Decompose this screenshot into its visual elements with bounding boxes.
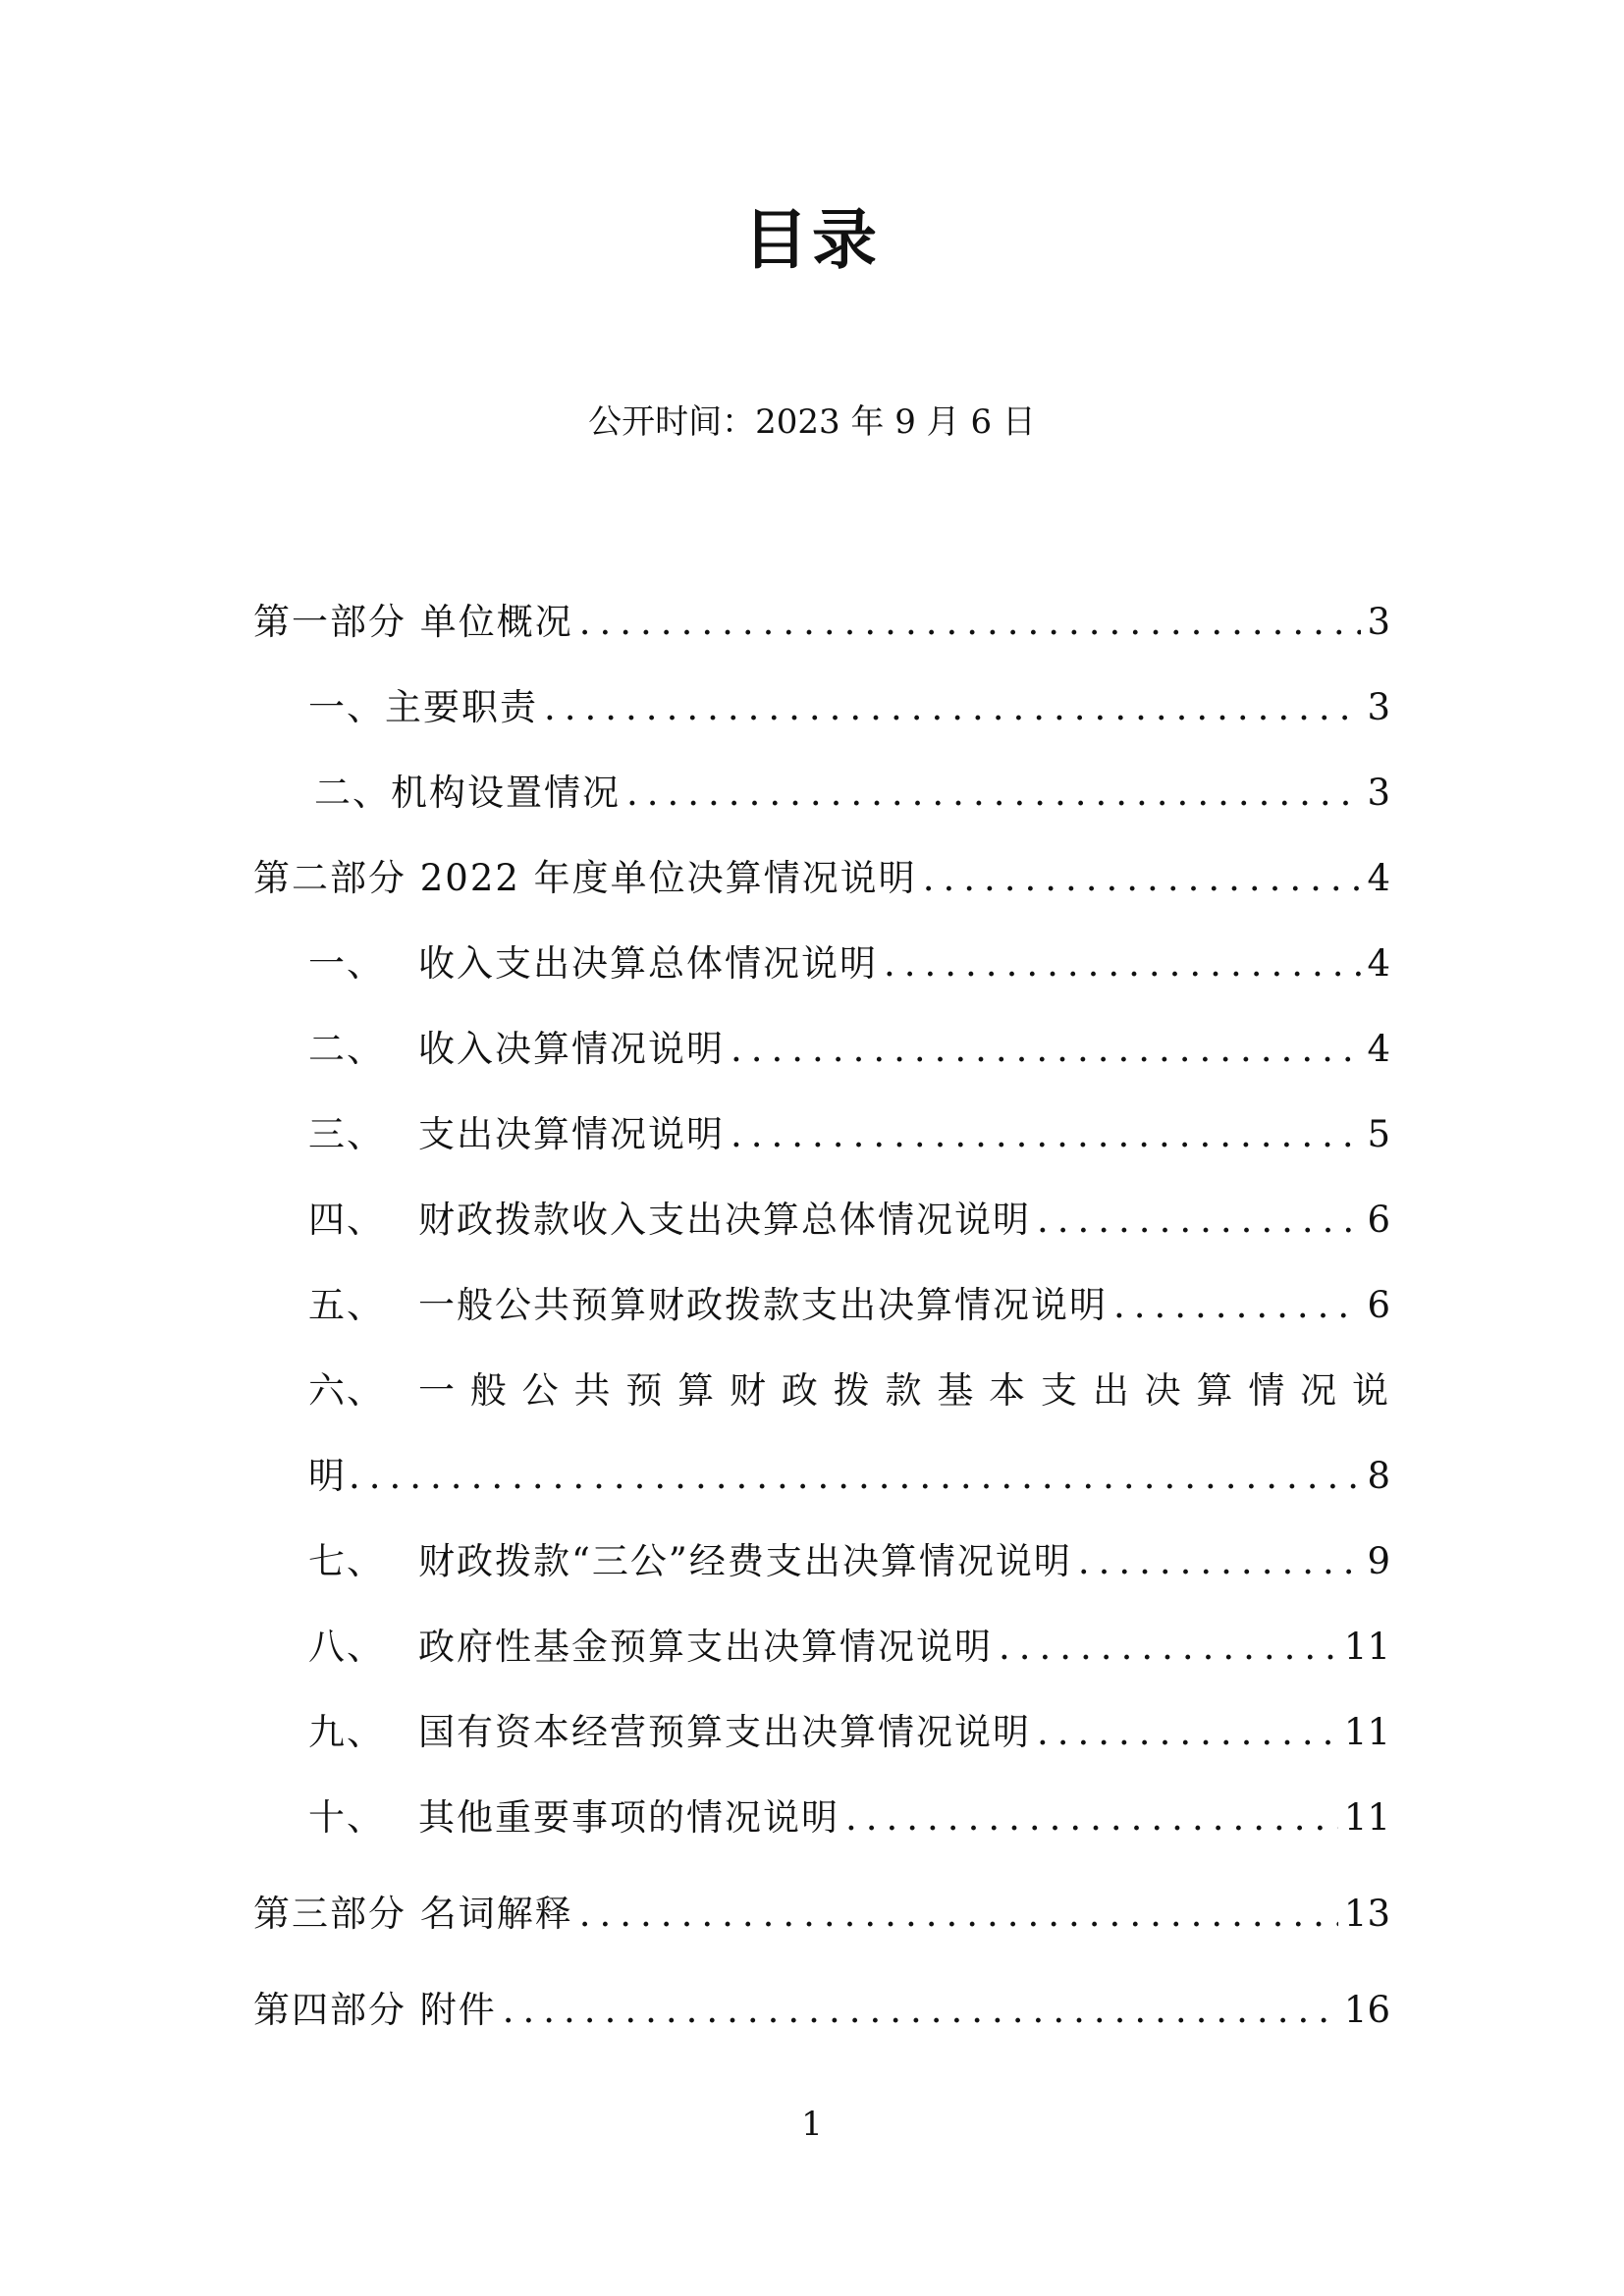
toc-entry-p2-s7[interactable] bbox=[308, 1538, 1390, 1585]
toc-entry-number: 七、 bbox=[308, 1540, 385, 1582]
toc-page-number: 11 bbox=[1343, 1796, 1390, 1839]
toc-entry-number: 六、 bbox=[308, 1369, 385, 1412]
toc-leader-dots bbox=[579, 599, 1362, 646]
toc-entry-p2-s2[interactable] bbox=[308, 1026, 1390, 1073]
toc-leader-dots bbox=[626, 770, 1361, 817]
toc-entry-label: 一般公共预算财政拨款支出决算情况说明 bbox=[418, 1284, 1108, 1326]
toc-entry-part1[interactable] bbox=[253, 599, 1390, 646]
toc-entry-part2[interactable] bbox=[253, 855, 1390, 902]
toc-leader-dots bbox=[1113, 1282, 1361, 1329]
toc-leader-dots bbox=[884, 940, 1361, 988]
toc-entry-label: 财政拨款“三公”经费支出决算情况说明 bbox=[418, 1540, 1072, 1582]
toc-page-number: 11 bbox=[1343, 1626, 1390, 1668]
toc-entry-label-continued: 明 bbox=[308, 1455, 345, 1497]
toc-leader-dots bbox=[845, 1794, 1338, 1842]
toc-page-number: 6 bbox=[1367, 1199, 1390, 1241]
toc-entry-part3[interactable] bbox=[253, 1891, 1390, 1938]
toc-entry-number: 九、 bbox=[308, 1711, 385, 1753]
toc-entry-part4[interactable] bbox=[253, 1987, 1390, 2034]
toc-leader-dots bbox=[349, 1453, 1361, 1500]
toc-entry-number: 二、 bbox=[308, 1028, 385, 1070]
toc-entry-p1-s2[interactable] bbox=[314, 770, 1390, 817]
publish-date: 公开时间：2023 年 9 月 6 日 bbox=[588, 402, 1036, 442]
toc-page-number: 13 bbox=[1343, 1893, 1390, 1935]
toc-leader-dots bbox=[923, 855, 1362, 902]
toc-entry-number: 三、 bbox=[308, 1113, 385, 1155]
toc-entry-p2-s10[interactable] bbox=[308, 1794, 1390, 1842]
toc-leader-dots bbox=[731, 1111, 1361, 1158]
toc-entry-number: 八、 bbox=[308, 1626, 385, 1668]
toc-entry-label: 国有资本经营预算支出决算情况说明 bbox=[418, 1711, 1031, 1753]
toc-page-number: 4 bbox=[1367, 942, 1390, 985]
toc-entry-p2-s6[interactable] bbox=[308, 1367, 1390, 1415]
toc-page-number: 3 bbox=[1367, 772, 1390, 814]
toc-page-number: 11 bbox=[1343, 1711, 1390, 1753]
toc-entry-p2-s4[interactable] bbox=[308, 1197, 1390, 1244]
table-of-contents bbox=[253, 0, 1390, 2296]
toc-leader-dots bbox=[1037, 1197, 1361, 1244]
toc-entry-label: 收入支出决算总体情况说明 bbox=[418, 942, 878, 985]
toc-leader-dots bbox=[999, 1624, 1338, 1671]
toc-entry-p2-s1[interactable] bbox=[308, 940, 1390, 988]
toc-leader-dots bbox=[503, 1987, 1338, 2034]
toc-page-number: 6 bbox=[1367, 1284, 1390, 1326]
toc-entry-p2-s3[interactable] bbox=[308, 1111, 1390, 1158]
toc-page-number: 4 bbox=[1367, 1028, 1390, 1070]
toc-entry-p2-s8[interactable] bbox=[308, 1624, 1390, 1671]
toc-leader-dots bbox=[1078, 1538, 1362, 1585]
page-title: 目录 bbox=[743, 202, 881, 278]
toc-entry-number: 四、 bbox=[308, 1199, 385, 1241]
toc-entry-p1-s1[interactable] bbox=[308, 684, 1390, 731]
toc-entry-number: 十、 bbox=[308, 1796, 385, 1839]
toc-page-number: 3 bbox=[1367, 686, 1390, 728]
toc-entry-label: 第四部分 附件 bbox=[253, 1989, 497, 2031]
toc-entry-p2-s5[interactable] bbox=[308, 1282, 1390, 1329]
toc-entry-label: 第二部分 2022 年度单位决算情况说明 bbox=[253, 857, 917, 899]
toc-entry-number: 五、 bbox=[308, 1284, 385, 1326]
toc-entry-label: 财政拨款收入支出决算总体情况说明 bbox=[418, 1199, 1031, 1241]
toc-leader-dots bbox=[544, 684, 1361, 731]
toc-page-number: 3 bbox=[1367, 601, 1390, 643]
toc-entry-label: 收入决算情况说明 bbox=[418, 1028, 725, 1070]
toc-entry-label: 支出决算情况说明 bbox=[418, 1113, 725, 1155]
toc-entry-label: 政府性基金预算支出决算情况说明 bbox=[418, 1626, 993, 1668]
toc-leader-dots bbox=[731, 1026, 1361, 1073]
toc-leader-dots bbox=[1037, 1709, 1338, 1756]
toc-page-number: 9 bbox=[1367, 1540, 1390, 1582]
page-number: 1 bbox=[801, 2105, 823, 2144]
toc-page-number: 5 bbox=[1367, 1113, 1390, 1155]
toc-entry-number: 一、 bbox=[308, 942, 385, 985]
toc-entry-label: 其他重要事项的情况说明 bbox=[418, 1796, 839, 1839]
toc-entry-p2-s9[interactable] bbox=[308, 1709, 1390, 1756]
toc-entry-label: 一、主要职责 bbox=[308, 686, 538, 728]
toc-page-number: 4 bbox=[1367, 857, 1390, 899]
toc-page-number: 16 bbox=[1343, 1989, 1390, 2031]
toc-entry-label: 二、机构设置情况 bbox=[314, 772, 621, 814]
toc-entry-label: 第三部分 名词解释 bbox=[253, 1893, 573, 1935]
toc-leader-dots bbox=[579, 1891, 1338, 1938]
toc-entry-label: 一般公共预算财政拨款基本支出决算情况说 bbox=[418, 1369, 1390, 1412]
toc-entry-p2-s6-continued[interactable] bbox=[308, 1453, 1390, 1500]
toc-entry-label: 第一部分 单位概况 bbox=[253, 601, 573, 643]
toc-page-number: 8 bbox=[1367, 1455, 1390, 1497]
